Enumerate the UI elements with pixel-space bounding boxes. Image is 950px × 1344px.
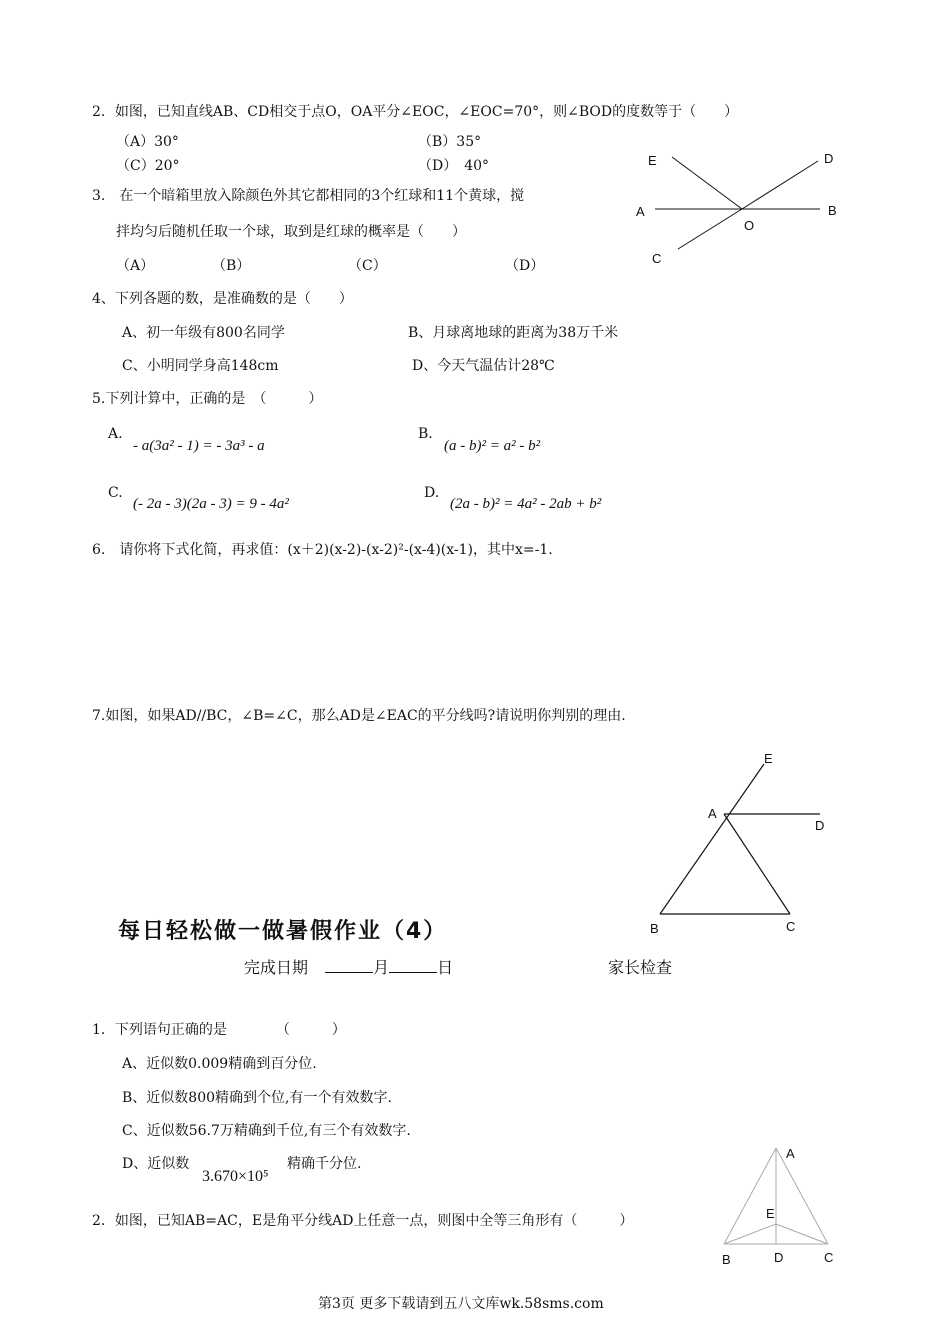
month-label: 月 — [373, 958, 390, 977]
p1-option-d-number: 3.670×10⁵ — [202, 1168, 269, 1185]
fig3-label-c: C — [824, 1250, 834, 1265]
p2-stem: 2．如图，已知AB=AC，E是角平分线AD上任意一点，则图中全等三角形有（ ） — [92, 1213, 634, 1229]
p1-option-b: B、近似数800精确到个位,有一个有效数字. — [122, 1090, 392, 1106]
q5-formula-a: - a(3a² - 1) = - 3a³ - a — [133, 438, 265, 454]
q4-option-c: C、小明同学身高148cm — [122, 358, 279, 374]
q3-line2: 拌均匀后随机任取一个球，取到是红球的概率是（ ） — [116, 224, 466, 240]
day-label: 日 — [437, 958, 454, 977]
q5-letter-b: B. — [418, 426, 433, 442]
fig1-label-c: C — [652, 251, 662, 266]
section-title: 每日轻松做一做暑假作业（4） — [118, 919, 448, 944]
fig1-label-e: E — [648, 153, 657, 168]
p1-option-d: D、近似数 — [122, 1156, 190, 1172]
fig1-label-d: D — [824, 151, 834, 166]
fig2-label-b: B — [650, 921, 659, 936]
q4-option-a: A、初一年级有800名同学 — [122, 325, 285, 341]
month-blank — [325, 958, 373, 973]
q2-option-d: （D） 40° — [418, 158, 490, 174]
p1-option-a: A、近似数0.009精确到百分位. — [122, 1056, 317, 1072]
q2-stem: 2．如图，已知直线AB、CD相交于点O，OA平分∠EOC，∠EOC=70°，则∠BOD的度数等于（ ） — [92, 104, 739, 120]
q5-letter-a: A. — [108, 426, 123, 442]
fig3-label-a: A — [786, 1146, 795, 1161]
q3-line1: 3. 在一个暗箱里放入除颜色外其它都相同的3个红球和11个黄球，搅 — [92, 188, 525, 204]
p1-stem: 1．下列语句正确的是 （ ） — [92, 1022, 346, 1038]
q5-formula-d: (2a - b)² = 4a² - 2ab + b² — [450, 496, 602, 512]
q5-formula-b: (a - b)² = a² - b² — [444, 438, 541, 454]
fig1-label-b: B — [828, 203, 837, 218]
q7-stem: 7.如图，如果AD//BC，∠B=∠C，那么AD是∠EAC的平分线吗?请说明你判别的理由. — [92, 708, 626, 724]
q3-option-b: （B） — [212, 258, 251, 274]
fig2-label-c: C — [786, 919, 796, 934]
figure-intersecting-lines — [630, 145, 845, 270]
q3-option-c: （C） — [348, 258, 387, 274]
fig2-label-d: D — [815, 818, 825, 833]
fig3-label-d: D — [774, 1250, 784, 1265]
figure-isosceles-bisector — [712, 1140, 842, 1270]
parent-check: 家长检查 — [608, 958, 673, 977]
q4-stem: 4、下列各题的数，是准确数的是（ ） — [92, 291, 353, 307]
fig2-label-e: E — [764, 751, 773, 766]
fig1-label-a: A — [636, 204, 645, 219]
q5-letter-d: D. — [424, 485, 440, 501]
date-label: 完成日期 — [244, 958, 309, 977]
q3-option-d: （D） — [505, 258, 545, 274]
q4-option-b: B、月球离地球的距离为38万千米 — [408, 325, 619, 341]
q2-option-b: （B）35° — [418, 134, 482, 150]
p1-option-c: C、近似数56.7万精确到千位,有三个有效数字. — [122, 1123, 411, 1139]
q5-formula-c: (- 2a - 3)(2a - 3) = 9 - 4a² — [133, 496, 289, 512]
fig2-label-a: A — [708, 806, 717, 821]
fig3-label-b: B — [722, 1252, 731, 1267]
q6-stem: 6. 请你将下式化简，再求值：(x＋2)(x-2)-(x-2)²-(x-4)(x-1)，其中x=-1. — [92, 542, 553, 558]
q4-option-d: D、今天气温估计28℃ — [412, 358, 555, 374]
fig1-label-o: O — [744, 218, 755, 233]
q5-letter-c: C. — [108, 485, 123, 501]
q3-option-a: （A） — [116, 258, 155, 274]
q2-option-c: （C）20° — [116, 158, 180, 174]
p1-option-d-tail: 精确千分位. — [287, 1156, 362, 1172]
fig3-label-e: E — [766, 1206, 775, 1221]
figure-triangle-parallel — [640, 748, 840, 943]
q2-option-a: （A）30° — [116, 134, 179, 150]
day-blank — [389, 958, 437, 973]
completion-date-row — [244, 955, 453, 978]
q5-stem: 5.下列计算中，正确的是 （ ） — [92, 391, 323, 407]
page-footer: 第3页 更多下载请到五八文库wk.58sms.com — [318, 1296, 604, 1312]
